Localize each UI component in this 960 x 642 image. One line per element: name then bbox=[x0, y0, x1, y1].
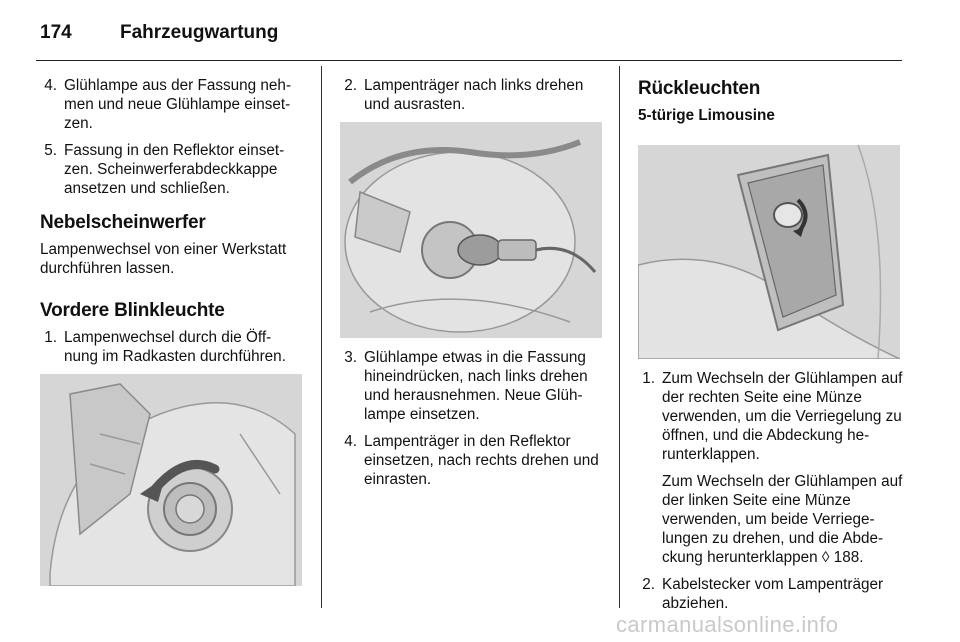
subsection-heading: 5-türige Limousine bbox=[638, 107, 775, 124]
header-rule bbox=[36, 60, 902, 61]
list-item: 4. Lampenträger in den Reflektor einsetzen, nach rechts drehen und einrasten. bbox=[344, 433, 599, 488]
page-number: 174 bbox=[40, 22, 72, 43]
list-item: 1. Lampenwechsel durch die Öff-nung im Radkasten durchführen. bbox=[44, 329, 286, 365]
list-item: 2. Lampenträger nach links drehen und ausrasten. bbox=[344, 77, 584, 113]
column-1 bbox=[40, 76, 304, 596]
list-item: 1. Zum Wechseln der Glühlampen auf der rechten Seite eine Münze verwenden, um die Verriegelung zu öffnen, und die Abdeckung he-runterklappen. bbox=[642, 370, 903, 463]
wheel-arch-illustration bbox=[40, 374, 302, 586]
column-divider-right bbox=[619, 66, 620, 608]
section-heading-rueckleuchten: Rückleuchten bbox=[638, 78, 761, 99]
page-title: Fahrzeugwartung bbox=[120, 22, 279, 43]
section-heading-blinkleuchte: Vordere Blinkleuchte bbox=[40, 300, 225, 321]
column-divider-left bbox=[321, 66, 322, 608]
list-item: 3. Glühlampe etwas in die Fassung hineindrücken, nach links drehen und herausnehmen. Neue Glüh-lampe einsetzen. bbox=[344, 349, 588, 423]
watermark: carmanualsonline.info bbox=[616, 612, 839, 637]
column-2 bbox=[340, 76, 604, 497]
list-item: 5. Fassung in den Reflektor einset-zen. Scheinwerferabdeckkappe ansetzen und schließen. bbox=[44, 142, 285, 197]
list-item-continuation: Zum Wechseln der Glühlampen auf der linken Seite eine Münze verwenden, um beide Verriege-lungen zu drehen, und die Abde-ckung herunterklappen ◊ 188. bbox=[662, 473, 903, 566]
nebel-text: Lampenwechsel von einer Werkstatt durchführen lassen. bbox=[40, 241, 287, 277]
page-header bbox=[40, 12, 902, 52]
column-3 bbox=[638, 76, 906, 621]
lamp-holder-illustration bbox=[340, 122, 602, 338]
rear-light-cover-illustration bbox=[638, 145, 900, 359]
list-item: 4. Glühlampe aus der Fassung neh-men und neue Glühlampe einset-zen. bbox=[44, 77, 292, 132]
section-heading-nebelscheinwerfer: Nebelscheinwerfer bbox=[40, 212, 206, 233]
list-item: 2. Kabelstecker vom Lampenträger abziehen. bbox=[642, 576, 884, 612]
